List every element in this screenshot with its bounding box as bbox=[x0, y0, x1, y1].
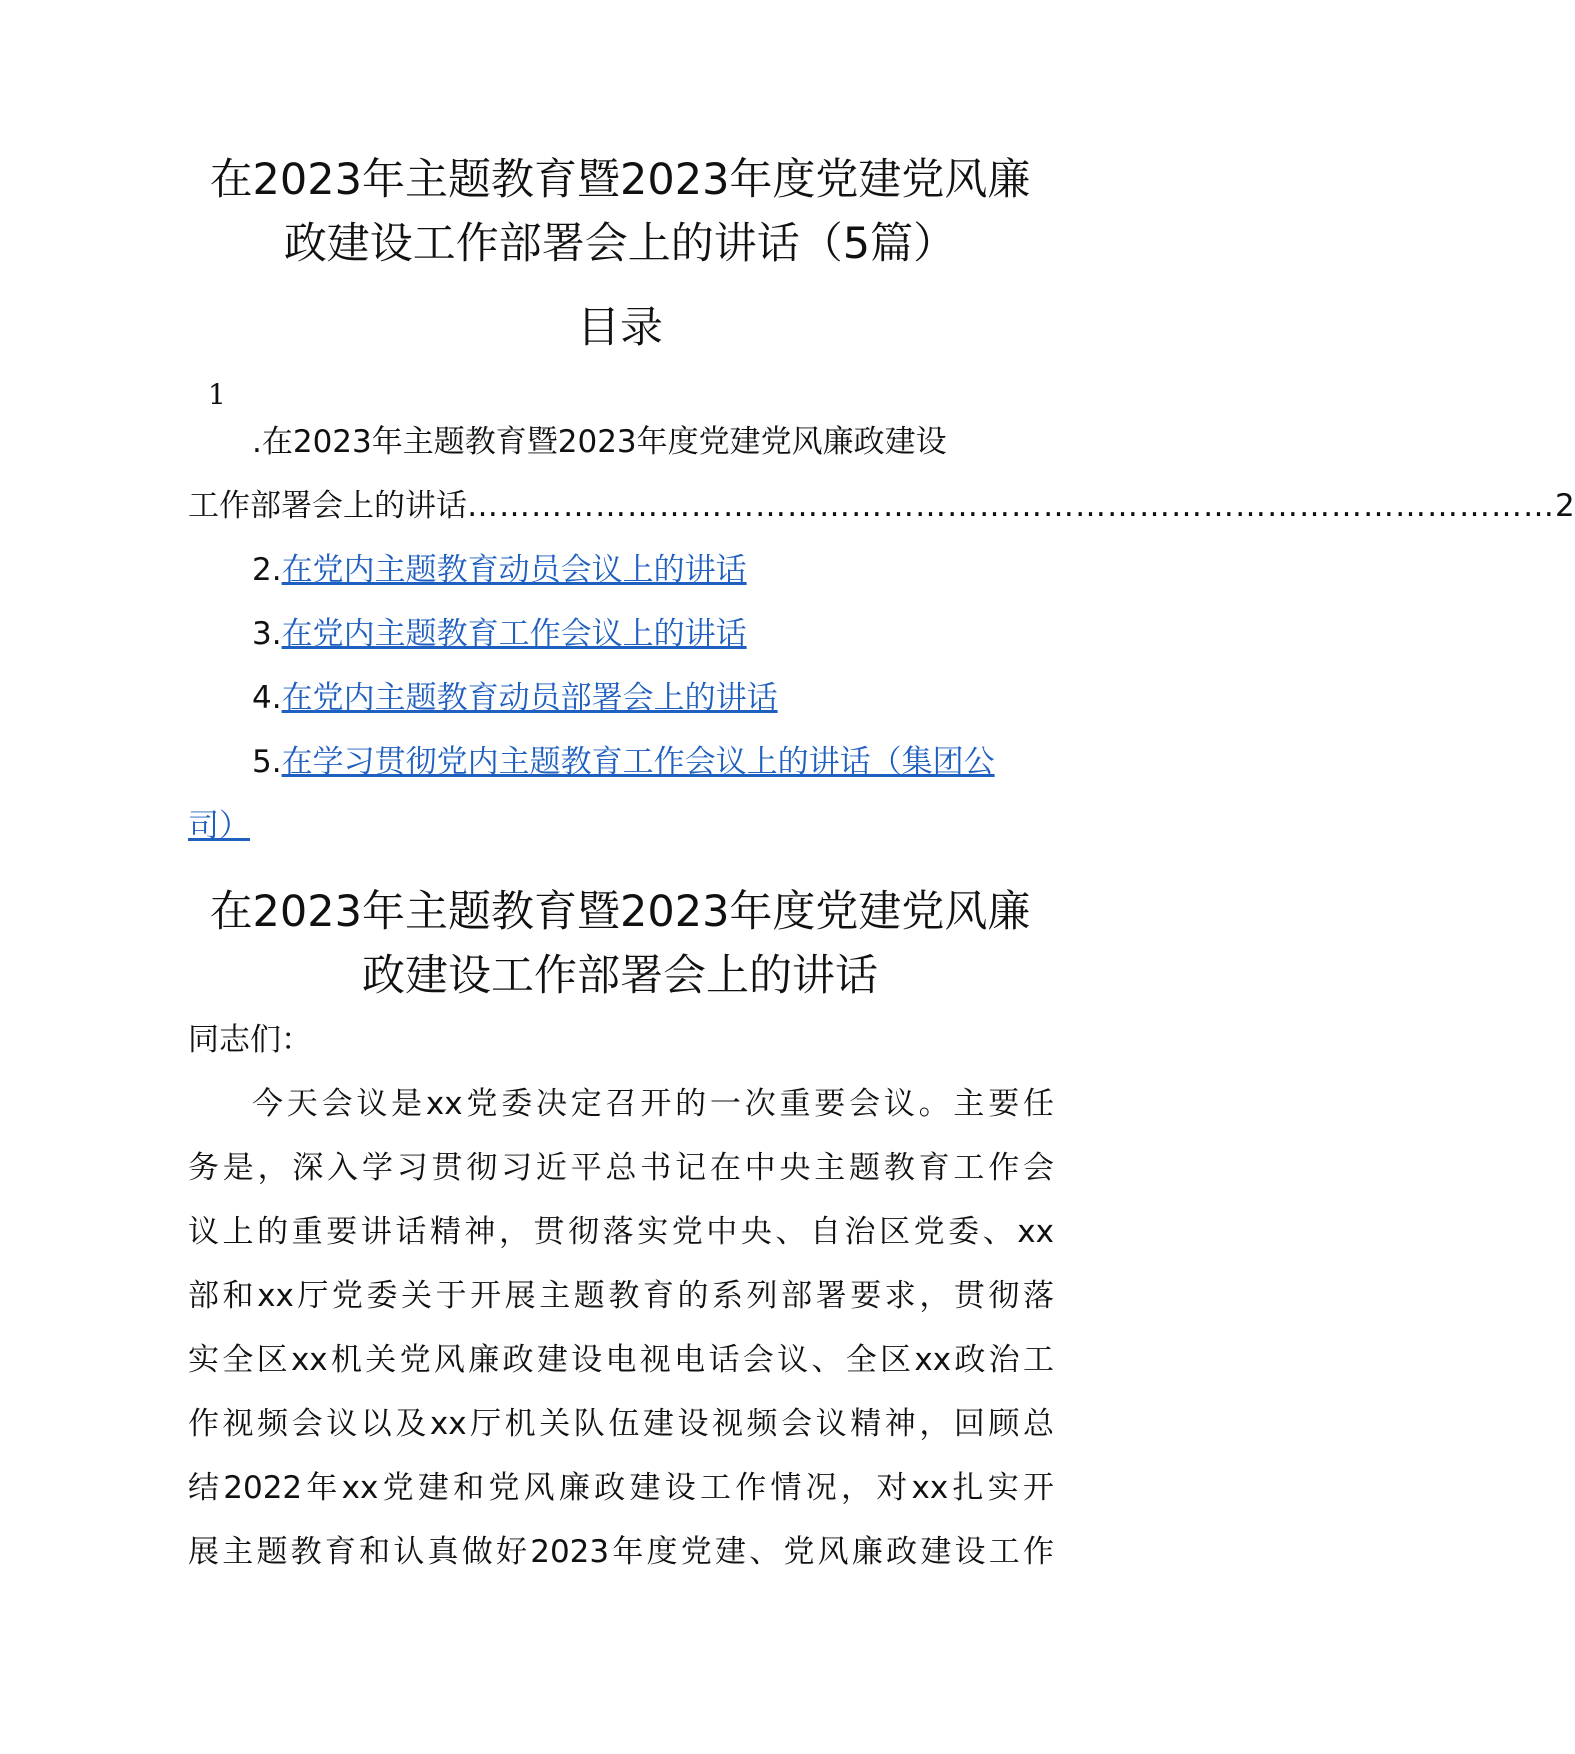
toc-item-2-link[interactable]: 在党内主题教育动员会议上的讲话 bbox=[281, 552, 747, 588]
toc-item-4-link[interactable]: 在党内主题教育动员部署会上的讲话 bbox=[281, 680, 778, 716]
toc-item-2-number: 2. bbox=[252, 552, 282, 588]
main-title-line2: 政建设工作部署会上的讲话（5篇） bbox=[283, 219, 957, 269]
toc-item-5-link-line1[interactable]: 在学习贯彻党内主题教育工作会议上的讲话（集团公 bbox=[281, 744, 995, 780]
toc-leader-dots: ………………………………………………………………………………………… bbox=[467, 488, 1555, 524]
paragraph-line: 务是，深入学习贯彻习近平总书记在中央主题教育工作会 bbox=[188, 1150, 1054, 1186]
paragraph-line: 作视频会议以及xx厅机关队伍建设视频会议精神，回顾总 bbox=[188, 1406, 1054, 1442]
toc-item-1-text: 工作部署会上的讲话 bbox=[188, 488, 467, 524]
paragraph-line: 今天会议是xx党委决定召开的一次重要会议。主要任 bbox=[252, 1086, 1054, 1122]
toc-heading: 目录 bbox=[577, 303, 663, 353]
body-paragraph bbox=[188, 1072, 1054, 1584]
main-title bbox=[180, 148, 1060, 276]
toc-item-5-link-line2[interactable]: 司） bbox=[188, 808, 250, 844]
toc-item-4 bbox=[252, 666, 778, 730]
toc-number: 1 bbox=[208, 378, 226, 411]
toc-item-5-number: 5. bbox=[252, 744, 282, 780]
toc-item-4-number: 4. bbox=[252, 680, 282, 716]
toc-item-2 bbox=[252, 538, 747, 602]
toc-item-1-line1: .在2023年主题教育暨2023年度党建党风廉政建设 bbox=[252, 424, 947, 460]
toc-item-3-link[interactable]: 在党内主题教育工作会议上的讲话 bbox=[281, 616, 747, 652]
paragraph-line: 部和xx厅党委关于开展主题教育的系列部署要求，贯彻落 bbox=[188, 1278, 1054, 1314]
section-title-line2: 政建设工作部署会上的讲话 bbox=[362, 951, 878, 1001]
section-title bbox=[180, 880, 1060, 1008]
paragraph-line: 展主题教育和认真做好2023年度党建、党风廉政建设工作 bbox=[188, 1534, 1054, 1570]
paragraph-line: 实全区xx机关党风廉政建设电视电话会议、全区xx政治工 bbox=[188, 1342, 1054, 1378]
toc-item-5 bbox=[252, 730, 995, 794]
paragraph-line: 结2022年xx党建和党风廉政建设工作情况，对xx扎实开 bbox=[188, 1470, 1054, 1506]
toc-item-1-line2 bbox=[188, 474, 1575, 538]
toc-item-3 bbox=[252, 602, 747, 666]
section-title-line1: 在2023年主题教育暨2023年度党建党风廉 bbox=[209, 887, 1031, 937]
toc-item-3-number: 3. bbox=[252, 616, 282, 652]
toc-item-5-continued bbox=[188, 794, 250, 858]
main-title-line1: 在2023年主题教育暨2023年度党建党风廉 bbox=[209, 155, 1031, 205]
salutation: 同志们： bbox=[188, 1022, 312, 1058]
paragraph-line: 议上的重要讲话精神，贯彻落实党中央、自治区党委、xx bbox=[188, 1214, 1054, 1250]
toc-item-1-page: 2 bbox=[1555, 488, 1575, 524]
